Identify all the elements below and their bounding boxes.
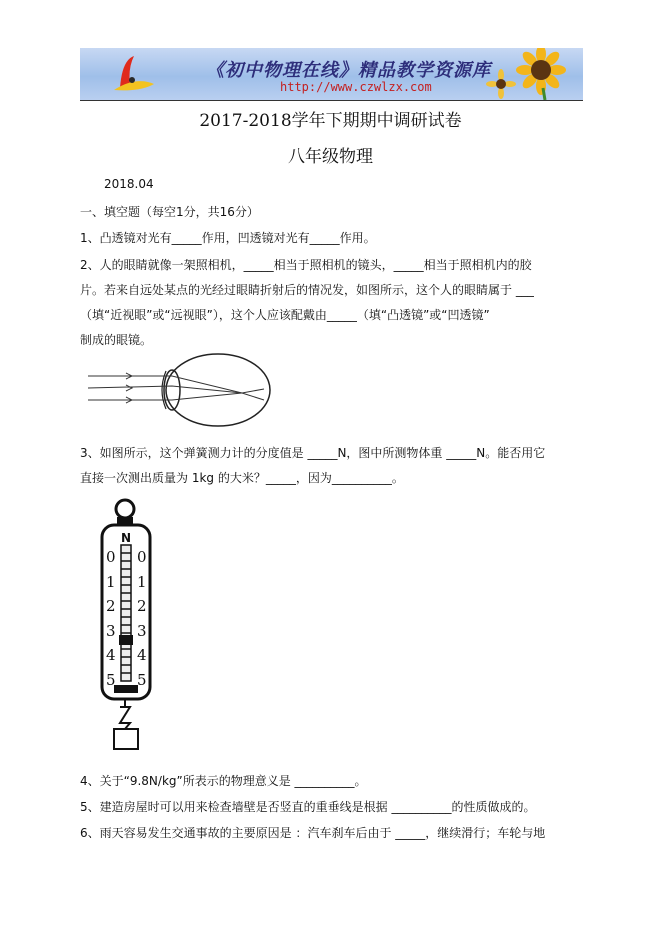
exam-date: 2018.04 bbox=[104, 177, 154, 191]
question-4: 4、关于“9.8N/kg”所表示的物理意义是 __________。 bbox=[80, 774, 367, 788]
scale-left-ticks bbox=[106, 545, 116, 692]
tick-label: 3 bbox=[106, 621, 116, 640]
tick-label: 5 bbox=[106, 670, 116, 689]
tick-label: 0 bbox=[137, 548, 147, 566]
question-1: 1、凸透镜对光有_____作用，凹透镜对光有_____作用。 bbox=[80, 231, 376, 245]
tick-label: 1 bbox=[106, 572, 116, 591]
banner-url[interactable]: http://www.czwlzx.com bbox=[280, 80, 432, 94]
spring-scale-diagram bbox=[92, 495, 166, 757]
header-divider bbox=[80, 100, 583, 101]
eye-diagram bbox=[86, 350, 282, 434]
tick-label: 2 bbox=[137, 597, 147, 615]
scale-unit-label: N bbox=[121, 531, 132, 545]
tick-label: 0 bbox=[106, 548, 116, 566]
tick-label: 4 bbox=[137, 646, 147, 664]
question-2-line-4: 制成的眼镜。 bbox=[80, 333, 153, 347]
question-2-line-1: 2、人的眼睛就像一架照相机，_____相当于照相机的镜头，_____相当于照相机内的胶 bbox=[80, 258, 532, 272]
header-banner bbox=[80, 48, 583, 100]
tick-label: 4 bbox=[106, 646, 116, 664]
banner-title: 《初中物理在线》精品教学资源库 bbox=[206, 60, 491, 81]
section-heading: 一、填空题（每空1分，共16分） bbox=[80, 205, 259, 219]
tick-label: 3 bbox=[137, 621, 147, 640]
sunflower-icon bbox=[481, 48, 577, 100]
question-2-line-3: （填“近视眼”或“远视眼”），这个人应该配戴由_____（填“凸透镜”或“凹透镜” bbox=[80, 308, 490, 322]
question-3-line-1: 3、如图所示，这个弹簧测力计的分度值是 _____N，图中所测物体重 _____N。能否用它 bbox=[80, 446, 546, 460]
question-2-line-2: 片。若来自远处某点的光经过眼睛折射后的情况发，如图所示，这个人的眼睛属于 ___ bbox=[80, 283, 534, 297]
tick-label: 2 bbox=[106, 597, 116, 615]
tick-label: 5 bbox=[137, 670, 147, 689]
exam-title: 2017-2018学年下期期中调研试卷 bbox=[199, 111, 462, 131]
site-logo-icon bbox=[110, 54, 156, 94]
question-5: 5、建造房屋时可以用来检查墙壁是否竖直的重垂线是根据 __________的性质做成的。 bbox=[80, 800, 536, 814]
scale-right-ticks bbox=[137, 545, 147, 692]
question-6-line-1: 6、雨天容易发生交通事故的主要原因是 ：汽车刹车后由于 _____，继续滑行；车轮与地 bbox=[80, 826, 546, 840]
question-3-line-2: 直接一次测出质量为 1kg 的大米？_____，因为__________。 bbox=[80, 471, 404, 485]
tick-label: 1 bbox=[137, 572, 147, 591]
exam-subtitle: 八年级物理 bbox=[288, 147, 373, 167]
